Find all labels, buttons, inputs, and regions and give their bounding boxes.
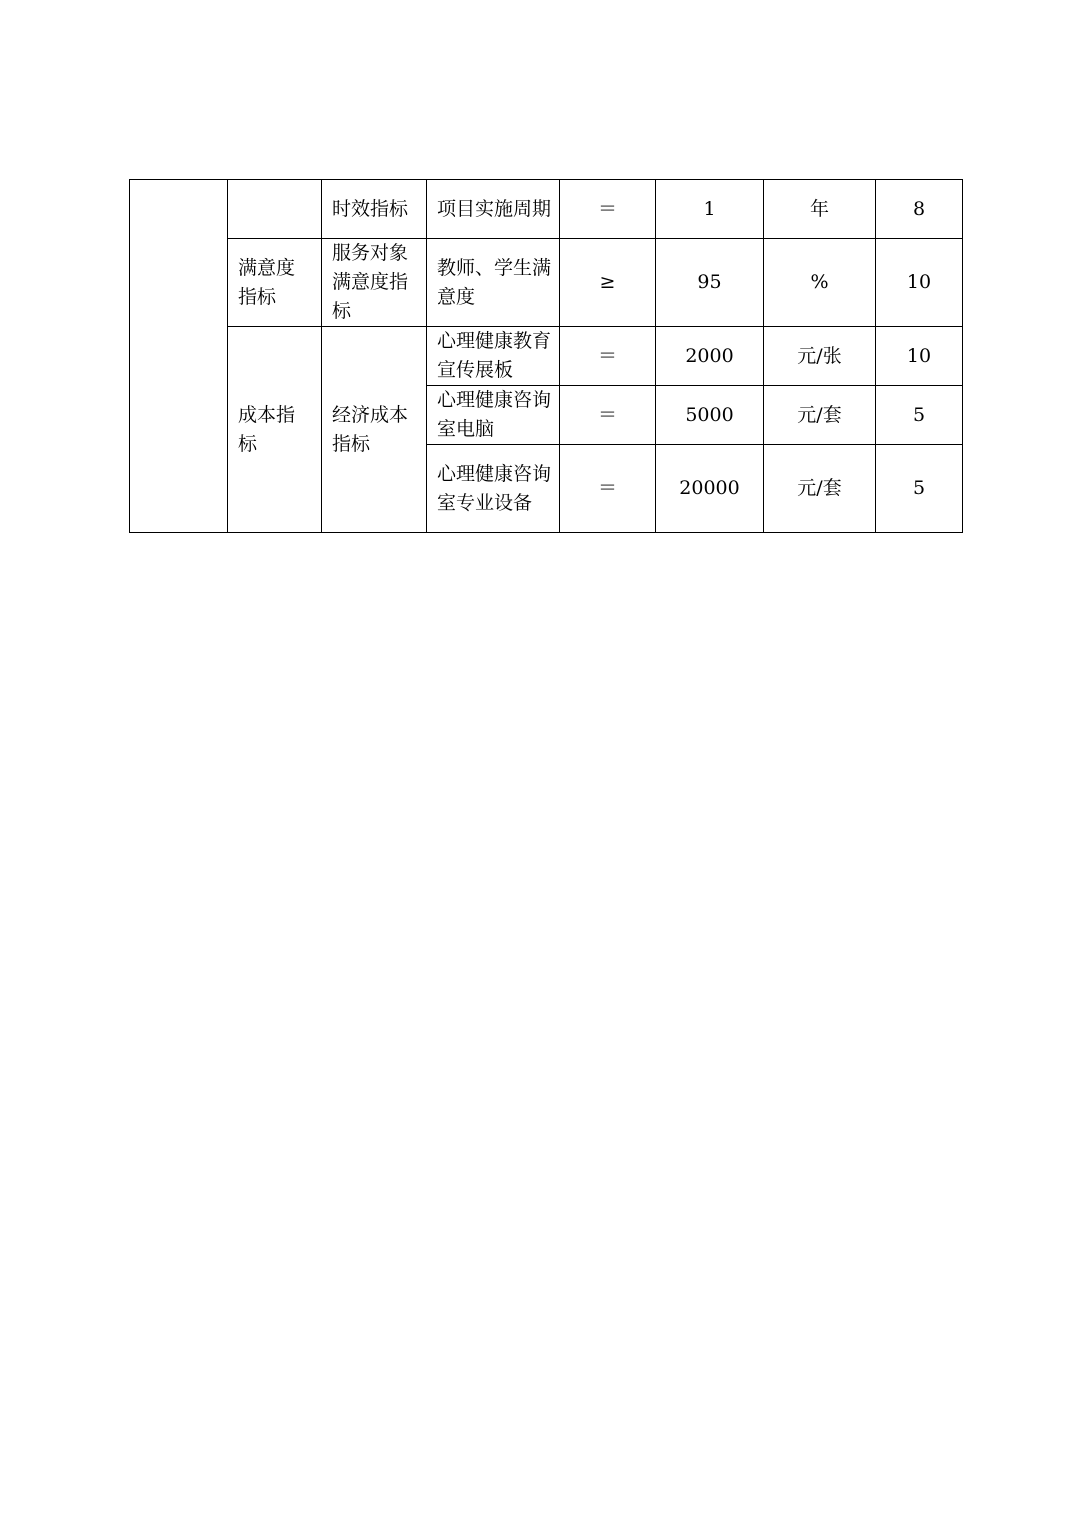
table-cell-value: 5000 — [656, 386, 764, 445]
table-cell-value: 95 — [656, 239, 764, 327]
table-cell-score: 10 — [876, 327, 963, 386]
table-cell-value: 20000 — [656, 445, 764, 533]
table-cell-unit: 元/套 — [764, 445, 876, 533]
table-row — [130, 180, 963, 239]
table-cell-unit: 元/张 — [764, 327, 876, 386]
table-cell-level1 — [130, 180, 228, 533]
table-cell-score: 8 — [876, 180, 963, 239]
table-row — [130, 327, 963, 386]
table-cell-indicator: 心理健康咨询室专业设备 — [427, 445, 560, 533]
table-cell-level3: 服务对象满意度指标 — [322, 239, 427, 327]
table-cell-score: 10 — [876, 239, 963, 327]
table-row — [130, 239, 963, 327]
table-cell-operator: ≥ — [560, 239, 656, 327]
table-cell-operator: ＝ — [560, 386, 656, 445]
table-cell-level3: 时效指标 — [322, 180, 427, 239]
table-cell-indicator: 心理健康教育宣传展板 — [427, 327, 560, 386]
table-cell-value: 2000 — [656, 327, 764, 386]
table-cell-level2: 成本指标 — [228, 327, 322, 533]
table-cell-unit: % — [764, 239, 876, 327]
performance-indicator-table — [129, 179, 963, 533]
table-cell-level2: 满意度指标 — [228, 239, 322, 327]
table-cell-indicator: 心理健康咨询室电脑 — [427, 386, 560, 445]
table-cell-value: 1 — [656, 180, 764, 239]
table-cell-level3: 经济成本指标 — [322, 327, 427, 533]
table-cell-indicator: 项目实施周期 — [427, 180, 560, 239]
table-cell-operator: ＝ — [560, 327, 656, 386]
table-cell-score: 5 — [876, 386, 963, 445]
table-cell-level2 — [228, 180, 322, 239]
table-cell-indicator: 教师、学生满意度 — [427, 239, 560, 327]
table-cell-operator: ＝ — [560, 180, 656, 239]
table-cell-unit: 年 — [764, 180, 876, 239]
table-cell-unit: 元/套 — [764, 386, 876, 445]
table-cell-operator: ＝ — [560, 445, 656, 533]
table-cell-score: 5 — [876, 445, 963, 533]
